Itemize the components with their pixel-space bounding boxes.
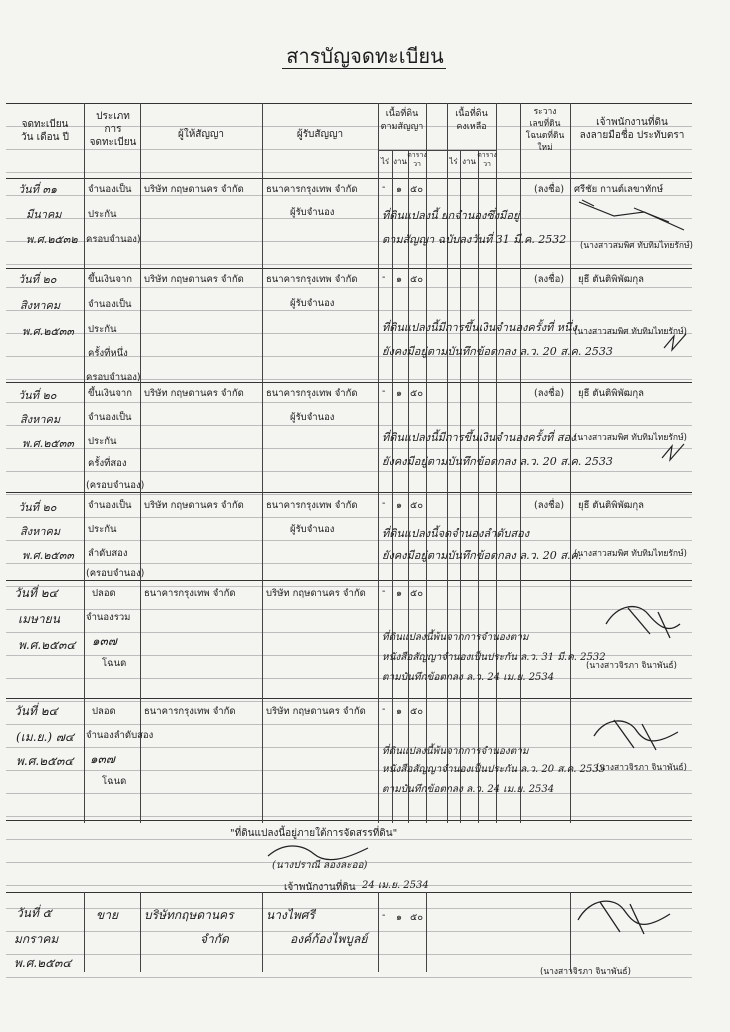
ruled-line [6, 172, 692, 173]
area-wa: ๕๐ [410, 184, 423, 195]
unit-wa-line: ตาราง [477, 151, 497, 159]
entry-type-line: (ครอบจำนอง) [86, 480, 145, 491]
entry-grantee-line: ธนาคารกรุงเทพ จำกัด [266, 184, 358, 195]
officer-name: ยุธี ตันติพิพัฒกุล [578, 274, 644, 285]
closing-date: 24 เม.ย. 2534 [362, 880, 429, 891]
column-divider [392, 150, 393, 823]
area-wa: ๕๐ [410, 388, 423, 399]
entry-type-line: ปลอด [92, 706, 116, 717]
ruled-line [6, 563, 692, 564]
area-rai: - [382, 586, 386, 597]
entry-grantee-line: ธนาคารกรุงเทพ จำกัด [266, 388, 358, 399]
entry-type-line: ลำดับสอง [88, 548, 128, 559]
entry-date-month: สิงหาคม [20, 525, 61, 538]
header-type-line: ประเภท [96, 111, 130, 122]
header-grantor: ผู้ให้สัญญา [177, 129, 225, 140]
column-divider [140, 892, 141, 972]
entry-type-line: (ครอบจำนอง) [86, 568, 145, 579]
area-ngan: ๑ [396, 274, 403, 285]
officer-stamp: (นางสาวสมพิศ ทับทิมไทยรักษ์) [574, 433, 687, 443]
column-divider [378, 892, 379, 972]
column-divider [570, 892, 571, 972]
officer-stamp: (นางสาวสมพิศ ทับทิมไทยรักษ์) [574, 549, 687, 559]
entry-date-year: พ.ศ.๒๕๓๓ [22, 549, 74, 562]
entry-type-line: ประกัน [88, 324, 117, 335]
entry-note: ที่ดินแปลงนี้จดจำนองลำดับสอง [382, 527, 530, 540]
entry-grantor: บริษัท กฤษดานคร จำกัด [144, 184, 244, 195]
officer-name: ยุธี ตันติพิพัฒกุล [578, 500, 644, 511]
entry-date-year: พ.ศ.๒๕๓๔ [16, 754, 74, 768]
header-deed-line: เลขที่ดิน [529, 119, 561, 129]
unit-wa-line: ตาราง [407, 151, 427, 159]
signature-mark [598, 594, 688, 648]
entry-note: ที่ดินแปลงนี้พ้นจากการจำนองตาม [382, 746, 529, 757]
entry-grantee-line: องค์ก้องไพบูลย์ [290, 932, 368, 946]
section-line [6, 268, 692, 269]
signed-label: (ลงชื่อ) [534, 500, 565, 511]
area-ngan: ๑ [396, 706, 403, 717]
entry-date-year: พ.ศ.๒๕๓๔ [18, 638, 76, 652]
entry-type-line: ครอบจำนอง) [86, 234, 141, 245]
column-divider [408, 150, 409, 823]
entry-note: ยังคงมีอยู่ตามบันทึกข้อตกลง ล.ว. 20 ส.ค. 2533 [382, 345, 613, 358]
officer-stamp: (นางสาวสมพิศ ทับทิมไทยรักษ์) [574, 327, 687, 337]
signed-label: (ลงชื่อ) [534, 184, 565, 195]
entry-note: ที่ดินแปลงนี้พ้นจากการจำนองตาม [382, 632, 529, 643]
area-rai: - [382, 498, 386, 509]
ruled-line [6, 540, 692, 541]
entry-type-line: ๑๓๗ [90, 752, 115, 766]
header-deed-line: ระวาง [533, 107, 557, 117]
column-divider [478, 150, 479, 823]
header-date-line: วัน เดือน ปี [21, 132, 69, 143]
entry-grantor: บริษัท กฤษดานคร จำกัด [144, 500, 244, 511]
entry-grantee-line: ธนาคารกรุงเทพ จำกัด [266, 274, 358, 285]
entry-type-line: ปลอด [92, 588, 116, 599]
column-divider [262, 103, 263, 823]
entry-type-line: โฉนด [102, 658, 127, 669]
entry-grantee-line: บริษัท กฤษดานคร จำกัด [266, 588, 366, 599]
header-date [8, 118, 82, 144]
entry-note: ที่ดินแปลงนี้มีการขึ้นเงินจำนองครั้งที่ สอง [382, 431, 576, 444]
signature-mark [264, 840, 374, 862]
section-line [6, 698, 692, 699]
entry-date-day: วันที่ ๒๔ [14, 586, 58, 600]
entry-grantee-line: นางไพศรี [266, 908, 315, 922]
entry-date-day: วันที่ ๒๐ [18, 389, 57, 402]
section-line [6, 103, 692, 104]
column-divider [460, 150, 461, 823]
ruled-line [6, 149, 692, 150]
area-wa: ๕๐ [410, 706, 423, 717]
area-ngan: ๑ [396, 184, 403, 195]
area-rai: - [382, 704, 386, 715]
entry-date-month: สิงหาคม [20, 299, 61, 312]
entry-grantee-line: บริษัท กฤษดานคร จำกัด [266, 706, 366, 717]
ruled-line [6, 816, 692, 817]
ruled-line [6, 264, 692, 265]
unit-rai-remaining: ไร่ [449, 157, 458, 166]
unit-wa [407, 151, 427, 169]
entry-date-month: สิงหาคม [20, 413, 61, 426]
page-title: สารบัญจดทะเบียน [286, 44, 444, 68]
unit-rai: ไร่ [380, 157, 390, 166]
entry-note: ยังคงมีอยู่ตามบันทึกข้อตกลง ล.ว. 20 ส.ค. [382, 549, 582, 562]
ruled-line [6, 471, 692, 472]
column-divider [84, 892, 85, 972]
entry-date-year: พ.ศ.๒๕๓๔ [14, 956, 72, 970]
header-grantee: ผู้รับสัญญา [296, 129, 344, 140]
section-line [6, 820, 692, 821]
header-contract-area-line: ตามสัญญา [380, 122, 424, 132]
area-wa: ๕๐ [410, 500, 423, 511]
entry-note: หนังสือสัญญาจำนองเป็นประกัน ล.ว. 20 ส.ค. 2533 [382, 764, 606, 775]
area-wa: ๕๐ [410, 274, 423, 285]
ruled-line [6, 402, 692, 403]
header-type-line: การ [104, 124, 122, 135]
signature-mark [588, 708, 688, 758]
entry-note: ตามสัญญา ฉบับลงวันที่ 31 มี.ค. 2532 [382, 233, 567, 246]
entry-note: ที่ดินแปลงนี้ ยกจำนองซึ่งมีอยู่ [382, 209, 520, 222]
entry-note: ตามบันทึกข้อตกลง ล.ว. 24 เม.ย. 2534 [382, 672, 555, 683]
officer-name: ศรีชัย กานต์เลขาทักษ์ [574, 184, 664, 195]
entry-type-line: จำนองรวม [86, 612, 131, 623]
header-type [86, 110, 140, 149]
entry-grantor: บริษัท กฤษดานคร จำกัด [144, 274, 244, 285]
ruled-line [6, 494, 692, 495]
area-rai: - [382, 182, 386, 193]
section-line [6, 178, 692, 179]
entry-date-month: (เม.ย.) ๗๔ [16, 730, 74, 744]
column-divider [378, 103, 379, 823]
unit-ngan: งาน [393, 157, 407, 166]
entry-grantee-line: ผู้รับจำนอง [290, 524, 335, 535]
header-remaining-area-line: คงเหลือ [456, 122, 487, 132]
column-divider [140, 103, 141, 823]
signature-mark [658, 440, 688, 464]
header-officer-line: ลงลายมือชื่อ ประทับตรา [579, 130, 685, 141]
header-deed [520, 106, 570, 154]
entry-date-year: พ.ศ.๒๕๓๒ [26, 233, 78, 246]
area-wa: ๕๐ [410, 912, 423, 923]
area-ngan: ๑ [396, 388, 403, 399]
entry-type-line: ประกัน [88, 209, 117, 220]
area-rai: - [382, 910, 386, 921]
officer-stamp: (นางสาวจิรภา จินาพันธ์) [596, 763, 687, 773]
header-type-line: จดทะเบียน [89, 137, 137, 148]
ruled-line [6, 678, 692, 679]
column-divider [426, 892, 427, 972]
title-underline [282, 68, 446, 69]
entry-type-line: จำนองเป็น [88, 184, 132, 195]
entry-type-line: ครั้งที่สอง [88, 458, 127, 469]
entry-grantor: บริษัท กฤษดานคร จำกัด [144, 388, 244, 399]
entry-note: ตามบันทึกข้อตกลง ล.ว. 24 เม.ย. 2534 [382, 784, 555, 795]
entry-grantor: ธนาคารกรุงเทพ จำกัด [144, 588, 236, 599]
area-rai: - [382, 272, 386, 283]
closing-position: เจ้าพนักงานที่ดิน [284, 882, 356, 893]
entry-type-line: ครั้งที่หนึ่ง [88, 348, 128, 359]
ruled-line [6, 701, 692, 702]
entry-type-line: ๑๓๗ [92, 634, 117, 648]
header-officer [572, 116, 692, 142]
officer-stamp: (นางสาวจิรภา จินาพันธ์) [540, 967, 631, 977]
area-ngan: ๑ [396, 912, 403, 923]
entry-type-line: โฉนด [102, 776, 127, 787]
area-ngan: ๑ [396, 500, 403, 511]
unit-wa-remaining [477, 151, 497, 169]
ruled-line [6, 287, 692, 288]
officer-name: ยุธี ตันติพิพัฒกุล [578, 388, 644, 399]
unit-ngan-remaining: งาน [462, 157, 476, 166]
closing-statement: "ที่ดินแปลงนี้อยู่ภายใต้การจัดสรรที่ดิน" [230, 828, 398, 839]
header-remaining-area-line: เนื้อที่ดิน [455, 109, 488, 119]
header-officer-line: เจ้าพนักงานที่ดิน [596, 117, 668, 128]
entry-grantee-line: ธนาคารกรุงเทพ จำกัด [266, 500, 358, 511]
entry-date-day: วันที่ ๒๔ [14, 704, 58, 718]
header-deed-line: ใหม่ [537, 143, 553, 153]
entry-type-line: ขึ้นเงินจาก [88, 274, 133, 285]
header-contract-area [378, 108, 426, 134]
entry-type-line: จำนองเป็น [88, 299, 132, 310]
entry-date-day: วันที่ ๕ [16, 906, 52, 920]
signed-label: (ลงชื่อ) [534, 388, 565, 399]
entry-type-line: ขาย [96, 908, 118, 922]
entry-date-year: พ.ศ.๒๕๓๓ [22, 437, 74, 450]
entry-type-line: ประกัน [88, 436, 117, 447]
entry-grantee-line: ผู้รับจำนอง [290, 298, 335, 309]
ruled-line [6, 954, 692, 955]
entry-note: ยังคงมีอยู่ตามบันทึกข้อตกลง ล.ว. 20 ส.ค. 2533 [382, 455, 613, 468]
entry-date-day: วันที่ ๒๐ [18, 501, 57, 514]
officer-stamp: (นางสาวจิรภา จินาพันธ์) [586, 661, 677, 671]
entry-type-line: ขึ้นเงินจาก [88, 388, 133, 399]
signature-mark [660, 330, 690, 354]
entry-date-year: พ.ศ.๒๕๓๓ [22, 325, 74, 338]
entry-date-month: มีนาคม [26, 208, 62, 221]
signature-mark [574, 196, 694, 236]
column-divider [84, 103, 85, 823]
area-rai: - [382, 386, 386, 397]
ruled-line [6, 425, 692, 426]
entry-grantor-line: บริษัทกฤษดานคร [144, 908, 234, 922]
ruled-line [6, 793, 692, 794]
area-wa: ๕๐ [410, 588, 423, 599]
entry-grantee-line: ผู้รับจำนอง [290, 207, 335, 218]
signed-label: (ลงชื่อ) [534, 274, 565, 285]
unit-wa-line: วา [413, 160, 421, 168]
entry-grantor-line: จำกัด [200, 932, 229, 946]
entry-grantee-line: ผู้รับจำนอง [290, 412, 335, 423]
ruled-line [6, 517, 692, 518]
column-divider [262, 892, 263, 972]
entry-date-day: วันที่ ๒๐ [18, 273, 57, 286]
signature-mark [570, 890, 680, 942]
entry-date-month: มกราคม [14, 932, 59, 946]
area-ngan: ๑ [396, 588, 403, 599]
entry-grantor: ธนาคารกรุงเทพ จำกัด [144, 706, 236, 717]
header-contract-area-line: เนื้อที่ดิน [385, 109, 419, 119]
header-deed-line: โฉนดที่ดิน [525, 131, 565, 141]
header-date-line: จดทะเบียน [21, 119, 69, 130]
entry-note: ที่ดินแปลงนี้มีการขึ้นเงินจำนองครั้งที่ หนึ่ง [382, 321, 577, 334]
entry-type-line: ประกัน [88, 524, 117, 535]
entry-type-line: ครอบจำนอง) [86, 372, 141, 383]
entry-note: หนังสือสัญญาจำนองเป็นประกัน ล.ว. 31 มี.ค. 2532 [382, 652, 606, 663]
officer-stamp: (นางสาวสมพิศ ทับทิมไทยรักษ์) [580, 241, 693, 251]
unit-wa-line: วา [483, 160, 491, 168]
entry-type-line: จำนองลำดับสอง [86, 730, 154, 741]
closing-name: (นางปราณี ลองละออ) [272, 860, 368, 871]
entry-type-line: จำนองเป็น [88, 500, 132, 511]
entry-date-day: วันที่ ๓๑ [18, 183, 57, 196]
header-remaining-area [447, 108, 496, 134]
entry-date-month: เมษายน [18, 612, 60, 626]
entry-type-line: จำนองเป็น [88, 412, 132, 423]
